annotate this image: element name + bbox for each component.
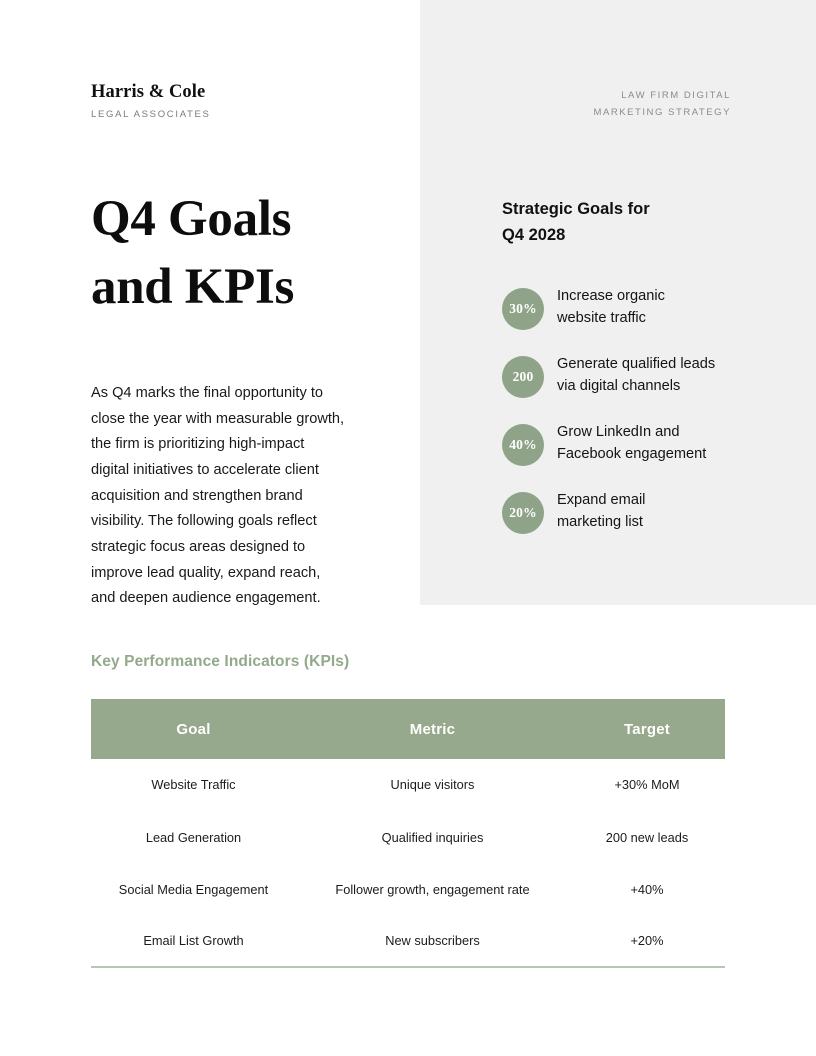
goal-item xyxy=(502,283,787,330)
column-header-target: Target xyxy=(569,699,725,759)
goal-item xyxy=(502,487,787,534)
table-row xyxy=(91,811,725,863)
cell-target: +40% xyxy=(630,881,664,897)
page-title-line-2: and KPIs xyxy=(91,258,295,315)
goal-text-line-2: Facebook engagement xyxy=(557,446,707,463)
goal-text xyxy=(557,419,706,465)
goal-text-line-1: Expand email xyxy=(557,492,646,508)
cell-target: +20% xyxy=(569,915,725,967)
goal-text-line-1: Generate qualified leads xyxy=(557,356,716,372)
cell-goal: Social Media Engagement xyxy=(118,881,269,897)
goal-text xyxy=(557,351,715,397)
table-row xyxy=(91,863,725,915)
cell-goal: Lead Generation xyxy=(145,829,242,845)
kpi-table-head xyxy=(91,699,725,759)
kpi-table-body xyxy=(91,759,725,967)
kpi-table xyxy=(91,699,725,968)
goal-badge: 200 xyxy=(502,356,544,398)
goal-text-line-1: Increase organic xyxy=(557,288,665,304)
strategic-goals-title-line-2: Q4 2028 xyxy=(502,226,566,245)
goal-text-line-2: via digital channels xyxy=(557,378,681,395)
goal-text-line-2: website traffic xyxy=(557,310,646,327)
brand-subtitle: LEGAL ASSOCIATES xyxy=(91,109,211,121)
cell-metric: Unique visitors xyxy=(390,777,475,793)
kpi-section-heading: Key Performance Indicators (KPIs) xyxy=(91,653,350,670)
table-header-row xyxy=(91,699,725,759)
cell-metric: New subscribers xyxy=(296,915,569,967)
brand-logo xyxy=(91,82,211,120)
goal-item xyxy=(502,419,787,466)
goal-badge: 20% xyxy=(502,492,544,534)
goal-text-line-2: marketing list xyxy=(557,514,643,531)
cell-target: +30% MoM xyxy=(614,777,680,793)
eyebrow-line-2: MARKETING STRATEGY xyxy=(593,106,731,118)
strategic-goals-title xyxy=(502,196,762,248)
document-eyebrow xyxy=(593,88,731,121)
cell-metric: Qualified inquiries xyxy=(381,829,484,845)
strategic-goals-title-line-1: Strategic Goals for xyxy=(502,200,650,218)
column-header-metric: Metric xyxy=(296,699,569,759)
strategic-goals-list xyxy=(502,283,787,534)
goal-badge: 40% xyxy=(502,424,544,466)
page-title xyxy=(91,186,391,322)
table-row xyxy=(91,915,725,967)
cell-goal: Email List Growth xyxy=(91,915,296,967)
brand-name: Harris & Cole xyxy=(91,82,206,102)
goal-item xyxy=(502,351,787,398)
goal-text-line-1: Grow LinkedIn and xyxy=(557,424,680,440)
column-header-goal: Goal xyxy=(91,699,296,759)
cell-target: 200 new leads xyxy=(605,829,689,845)
goal-text xyxy=(557,487,645,533)
goal-text xyxy=(557,283,665,329)
table-row xyxy=(91,759,725,811)
intro-paragraph: As Q4 marks the final opportunity to close the year with measurable growth, the firm is prioritizing high-impact digital initiatives to accelerate client acquisition and strengthen brand visibility. The following goals reflect strategic focus areas designed to improve lead quality, expand reach, and deepen audience engagement. xyxy=(91,385,345,607)
page-title-line-1: Q4 Goals xyxy=(91,191,292,247)
goal-badge: 30% xyxy=(502,288,544,330)
cell-goal: Website Traffic xyxy=(151,777,236,793)
eyebrow-line-1: LAW FIRM DIGITAL xyxy=(621,90,731,101)
cell-metric: Follower growth, engagement rate xyxy=(335,881,530,897)
